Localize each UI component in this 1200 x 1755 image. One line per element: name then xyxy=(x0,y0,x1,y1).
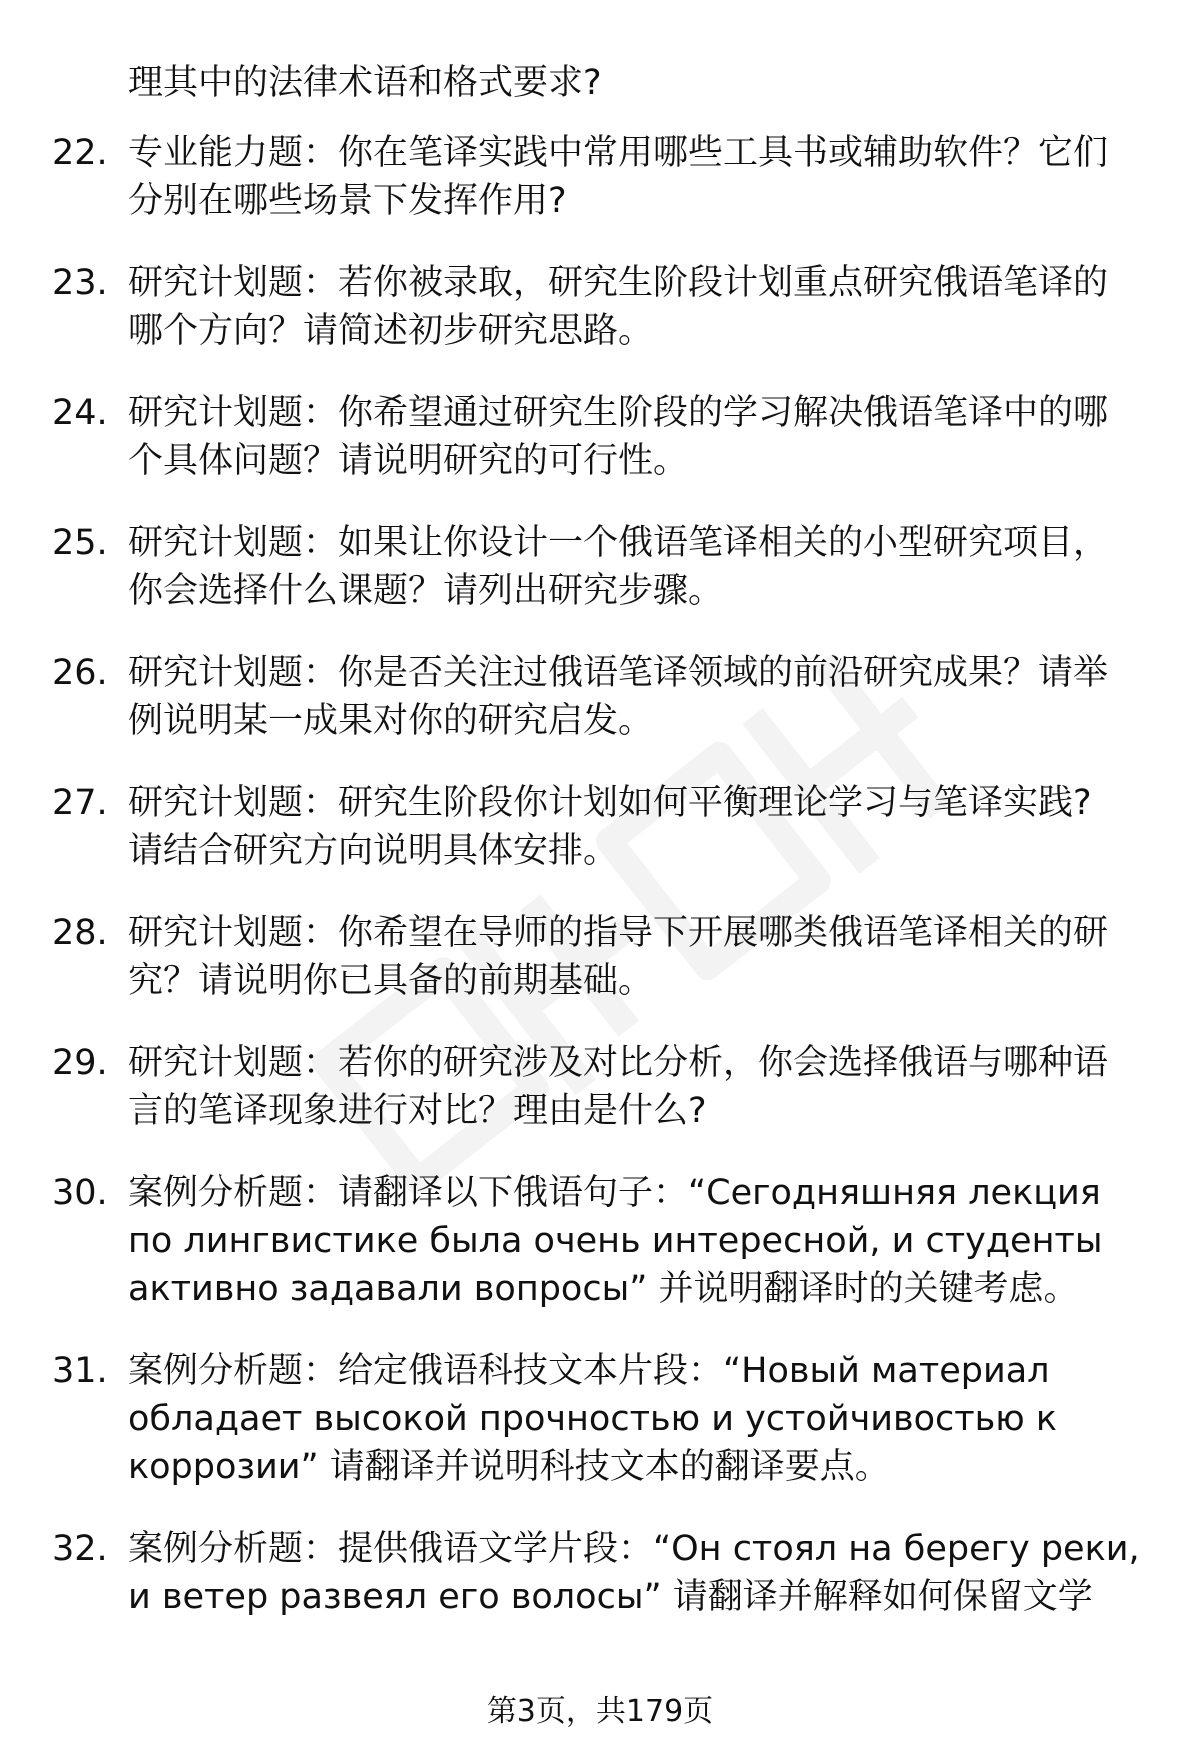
question-line: активно задавали вопросы” 并说明翻译时的关键考虑。 xyxy=(128,1269,1079,1309)
question-line: 案例分析题：提供俄语文学片段：“Он стоял на берегу реки, xyxy=(128,1529,1140,1569)
question-line: 研究计划题：你希望在导师的指导下开展哪类俄语笔译相关的研 xyxy=(128,913,1109,953)
question-number: 25. xyxy=(52,523,108,563)
question-line: по лингвистике была очень интересной, и студенты xyxy=(128,1221,1103,1261)
question-line: 言的笔译现象进行对比？理由是什么? xyxy=(128,1091,707,1131)
question-line: 案例分析题：给定俄语科技文本片段：“Новый материал xyxy=(128,1351,1050,1391)
continuation-text: 理其中的法律术语和格式要求? xyxy=(128,63,602,103)
question-line: коррозии” 请翻译并说明科技文本的翻译要点。 xyxy=(128,1447,890,1487)
question-number: 28. xyxy=(52,913,108,953)
question-line: 分别在哪些场景下发挥作用? xyxy=(128,181,567,221)
question-line: 究？请说明你已具备的前期基础。 xyxy=(128,961,654,1001)
question-line: 请结合研究方向说明具体安排。 xyxy=(128,831,619,871)
question-line: 研究计划题：你希望通过研究生阶段的学习解决俄语笔译中的哪 xyxy=(128,393,1109,433)
question-text xyxy=(128,1525,1173,1621)
question-number: 26. xyxy=(52,653,108,693)
question-number: 23. xyxy=(52,263,108,303)
question-text xyxy=(128,259,1173,355)
question-number: 22. xyxy=(52,133,108,173)
question-text xyxy=(128,779,1173,875)
question-line: 你会选择什么课题？请列出研究步骤。 xyxy=(128,571,724,611)
question-line: обладает высокой прочностью и устойчивостью к xyxy=(128,1399,1058,1439)
question-line: 案例分析题：请翻译以下俄语句子：“Сегодняшняя лекция xyxy=(128,1173,1101,1213)
question-text xyxy=(128,1169,1173,1313)
question-line: 研究计划题：研究生阶段你计划如何平衡理论学习与笔译实践? xyxy=(128,783,1092,823)
question-line: 专业能力题：你在笔译实践中常用哪些工具书或辅助软件？它们 xyxy=(128,133,1109,173)
question-text xyxy=(128,389,1173,485)
page-footer: 第3页，共179页 xyxy=(486,1694,714,1729)
question-text xyxy=(128,129,1173,225)
question-text xyxy=(128,909,1173,1005)
question-text xyxy=(128,519,1173,615)
question-text xyxy=(128,649,1173,745)
question-number: 27. xyxy=(52,783,108,823)
question-line: 个具体问题？请说明研究的可行性。 xyxy=(128,441,689,481)
question-text xyxy=(128,1347,1173,1491)
question-line: 研究计划题：若你被录取，研究生阶段计划重点研究俄语笔译的 xyxy=(128,263,1109,303)
question-line: 哪个方向？请简述初步研究思路。 xyxy=(128,311,654,351)
question-line: и ветер развеял его волосы” 请翻译并解释如何保留文学 xyxy=(128,1577,1093,1617)
question-text xyxy=(128,1039,1173,1135)
question-line: 研究计划题：如果让你设计一个俄语笔译相关的小型研究项目， xyxy=(128,523,1109,563)
question-number: 24. xyxy=(52,393,108,433)
question-number: 29. xyxy=(52,1043,108,1083)
question-line: 研究计划题：若你的研究涉及对比分析，你会选择俄语与哪种语 xyxy=(128,1043,1109,1083)
question-number: 32. xyxy=(52,1529,108,1569)
question-line: 研究计划题：你是否关注过俄语笔译领域的前沿研究成果？请举 xyxy=(128,653,1109,693)
question-number: 30. xyxy=(52,1173,108,1213)
question-line: 例说明某一成果对你的研究启发。 xyxy=(128,701,654,741)
question-number: 31. xyxy=(52,1351,108,1391)
